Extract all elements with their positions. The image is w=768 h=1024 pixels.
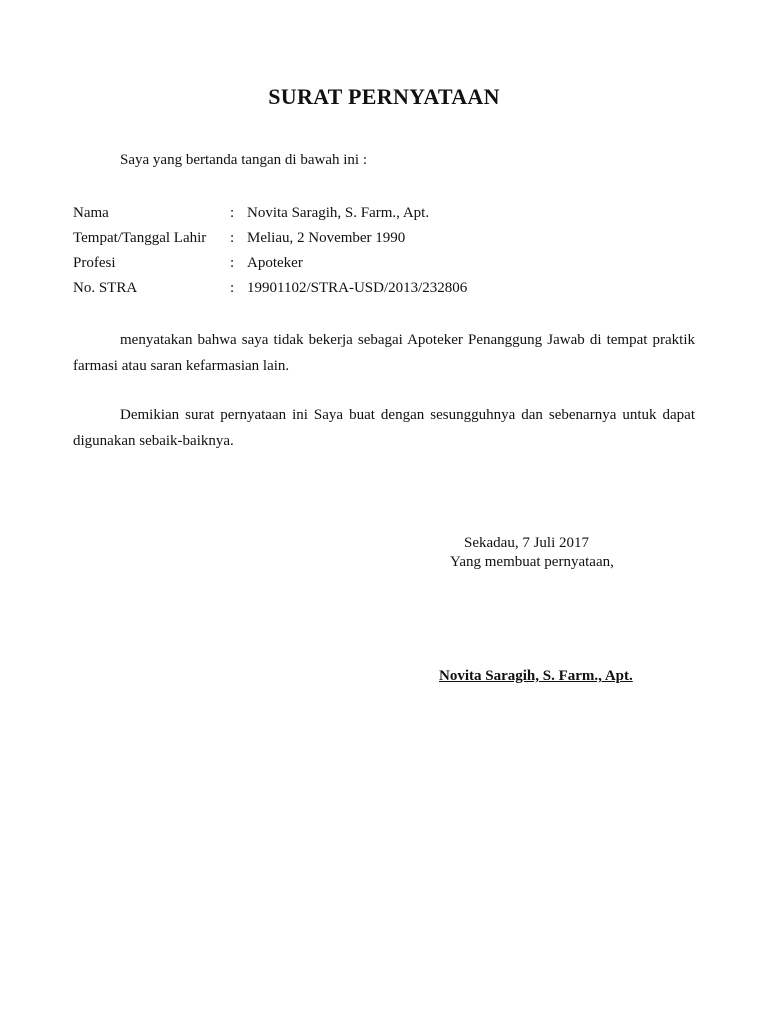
field-label: Tempat/Tanggal Lahir: [73, 230, 207, 246]
field-value: Apoteker: [247, 255, 303, 271]
field-value: Novita Saragih, S. Farm., Apt.: [247, 205, 430, 221]
intro-text: Saya yang bertanda tangan di bawah ini :: [120, 152, 368, 168]
statement-paragraph: menyatakan bahwa saya tidak bekerja sebagai Apoteker Penanggung Jawab di tempat praktik farmasi atau saran kefarmasian lain.: [73, 332, 695, 374]
signer-name: Novita Saragih, S. Farm., Apt.: [439, 668, 633, 684]
field-value: 19901102/STRA-USD/2013/232806: [247, 280, 468, 296]
field-label: No. STRA: [73, 280, 138, 296]
closing-paragraph: Demikian surat pernyataan ini Saya buat dengan sesungguhnya dan sebenarnya untuk dapat digunakan sebaik-baiknya.: [73, 407, 695, 449]
signer-role: Yang membuat pernyataan,: [450, 554, 614, 570]
field-colon: :: [230, 205, 235, 221]
field-label: Nama: [73, 205, 109, 221]
place-date: Sekadau, 7 Juli 2017: [464, 535, 589, 551]
document-title: SURAT PERNYATAAN: [268, 84, 500, 109]
field-colon: :: [230, 255, 235, 271]
field-label: Profesi: [73, 255, 116, 271]
signature-block: [450, 534, 614, 572]
field-value: Meliau, 2 November 1990: [247, 230, 406, 246]
field-colon: :: [230, 280, 235, 296]
field-colon: :: [230, 230, 235, 246]
